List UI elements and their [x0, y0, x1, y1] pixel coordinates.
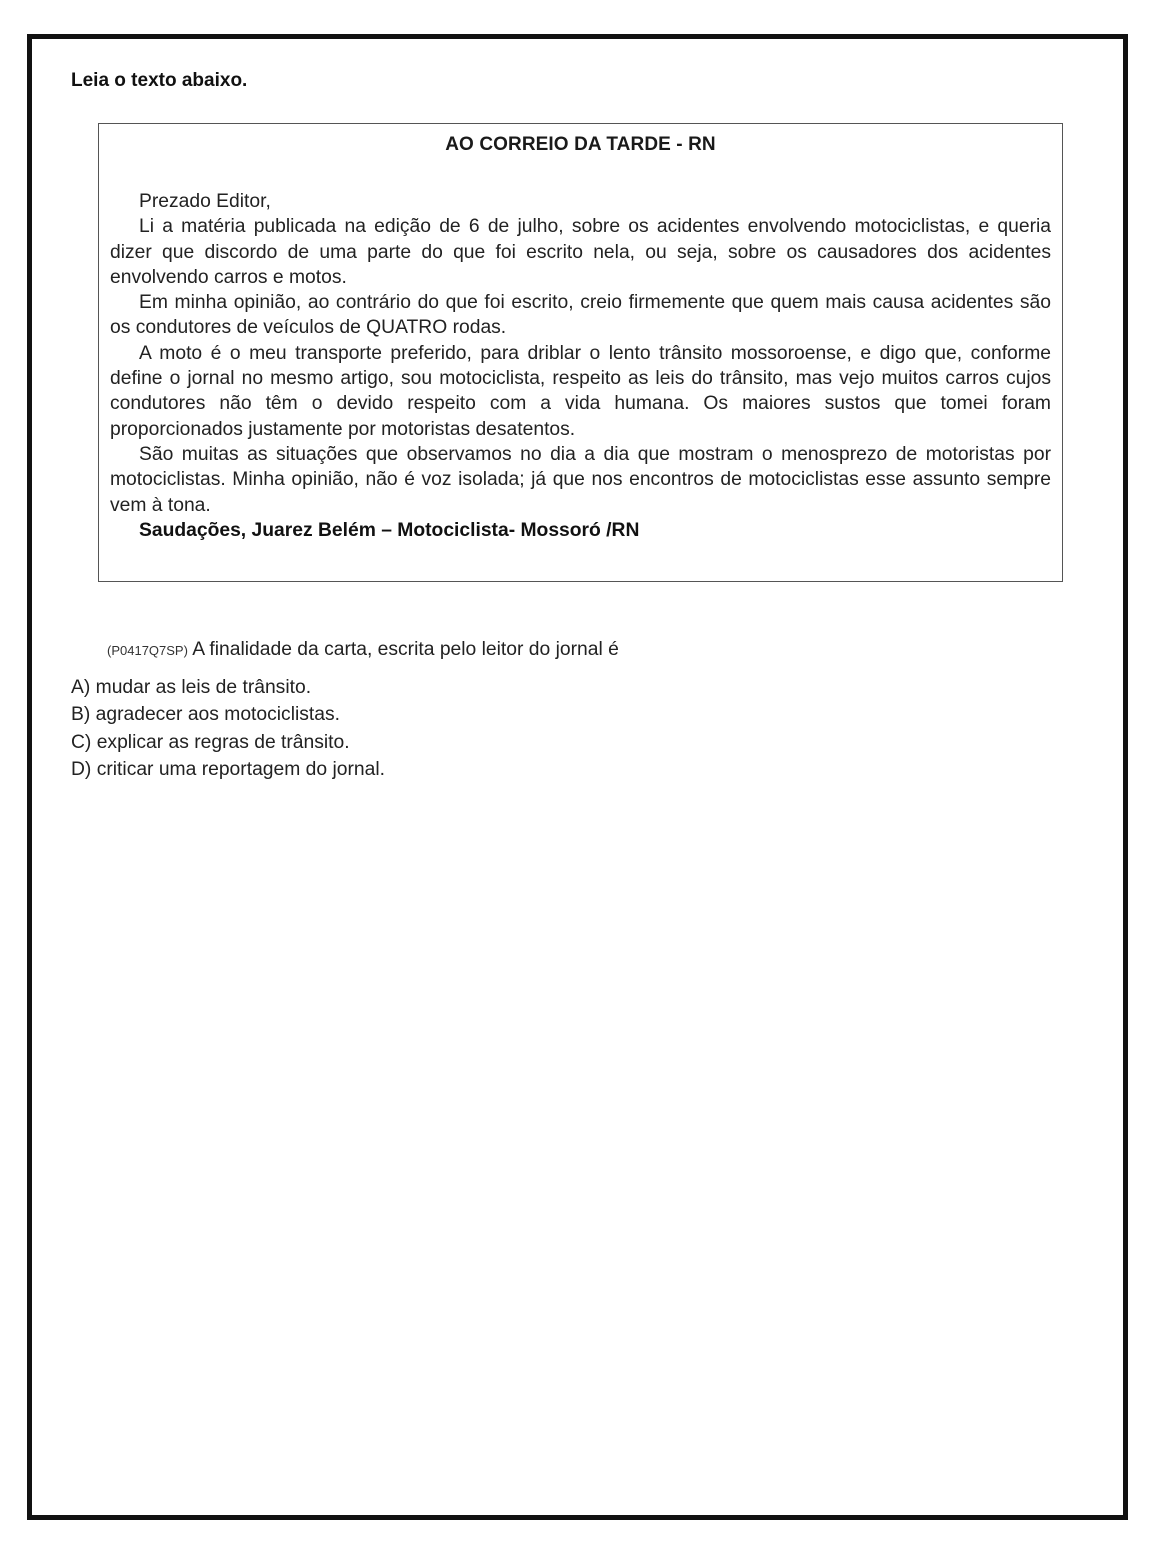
letter-paragraph: São muitas as situações que observamos no dia a dia que mostram o menosprezo de motoristas por motociclistas. Minha opinião, não é voz isolada; já que nos encontros de motociclistas esse assunto sempre vem à tona.: [110, 443, 1051, 516]
option-b[interactable]: B) agradecer aos motociclistas.: [71, 704, 340, 726]
letter-paragraph: A moto é o meu transporte preferido, para driblar o lento trânsito mossoroense, e digo que, conforme define o jornal no mesmo artigo, sou motociclista, respeito as leis do trânsito, mas vejo muitos carros cujos condutores não têm o devido respeito com a vida humana. Os maiores sustos que tomei foram proporcionados justamente por motoristas desatentos.: [110, 342, 1051, 440]
instruction: Leia o texto abaixo.: [71, 70, 248, 91]
letter-greeting: Prezado Editor,: [139, 191, 271, 212]
question-stem: [107, 639, 619, 661]
question-code: (P0417Q7SP): [107, 643, 188, 658]
question-text: A finalidade da carta, escrita pelo leitor do jornal é: [192, 639, 619, 660]
option-a[interactable]: A) mudar as leis de trânsito.: [71, 677, 312, 698]
option-d[interactable]: D) criticar uma reportagem do jornal.: [71, 758, 385, 780]
letter-paragraph: Em minha opinião, ao contrário do que foi escrito, creio firmemente que quem mais causa acidentes são os condutores de veículos de QUATRO rodas.: [110, 292, 1051, 339]
answer-options: [71, 674, 385, 783]
letter-box: [98, 123, 1063, 582]
letter-signature: Saudações, Juarez Belém – Motociclista- Mossoró /RN: [139, 519, 640, 541]
letter-body: [110, 189, 1051, 543]
option-c[interactable]: C) explicar as regras de trânsito.: [71, 731, 350, 753]
letter-paragraph: Li a matéria publicada na edição de 6 de julho, sobre os acidentes envolvendo motociclistas, e queria dizer que discordo de uma parte do que foi escrito nela, ou seja, sobre os causadores dos acidentes envolvendo carros e motos.: [110, 216, 1051, 288]
letter-title: AO CORREIO DA TARDE - RN: [445, 134, 716, 155]
